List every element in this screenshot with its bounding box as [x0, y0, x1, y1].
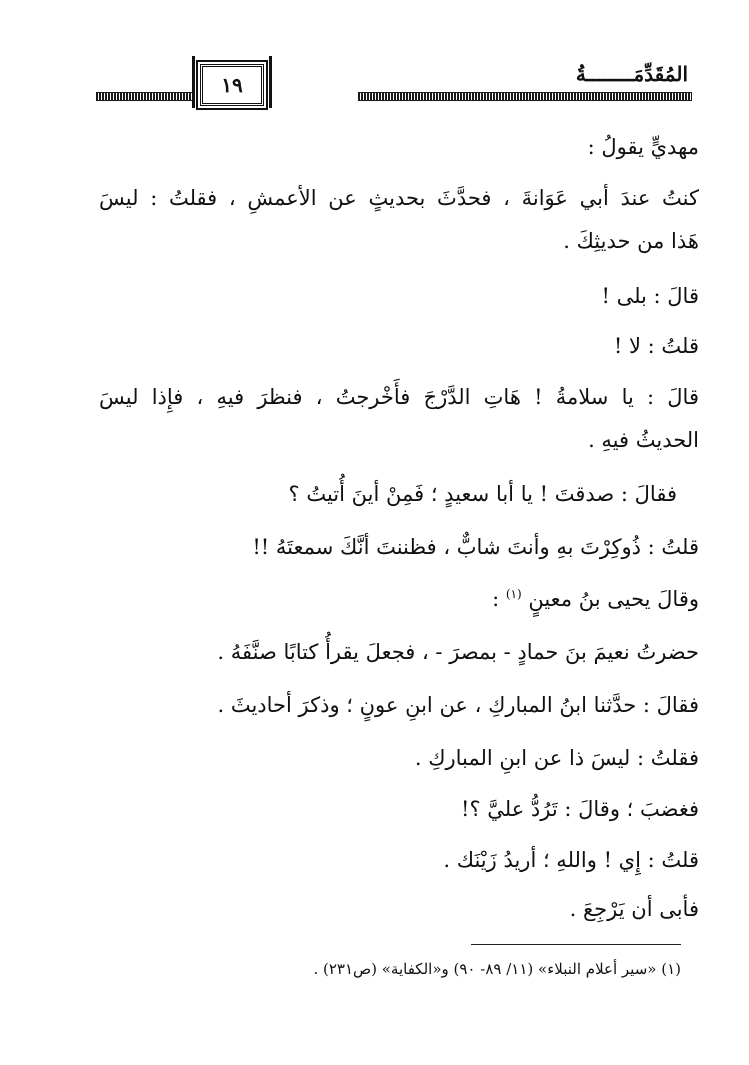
page-number: ١٩ — [200, 64, 264, 106]
text-line: فقلتُ : ليسَ ذا عن ابنِ المباركِ . — [414, 746, 699, 770]
text-line: مهديٍّ يقولُ : — [587, 135, 699, 159]
text-line: حضرتُ نعيمَ بنَ حمادٍ - بمصرَ - ، فجعلَ يقرأُ كتابًا صنَّفَهُ . — [217, 640, 699, 664]
text-line: فقالَ : حدَّثنا ابنُ المباركِ ، عن ابنِ عونٍ ؛ وذكرَ أحاديثَ . — [217, 693, 699, 717]
text-line: قالَ : يا سلامةُ ! هَاتِ الدَّرْجَ فأَخْرجتُ ، فنظرَ فيهِ ، فإِذا ليسَ — [99, 385, 699, 409]
text-line: فغضبَ ؛ وقالَ : تَرُدُّ عليَّ ؟! — [461, 797, 699, 821]
header-rule-right — [358, 92, 692, 101]
text-line: قالَ : بلى ! — [601, 284, 699, 308]
text-line: فقالَ : صدقتَ ! يا أبا سعيدٍ ؛ فَمِنْ أينَ أُتيتُ ؟ — [288, 482, 677, 506]
colon: : — [492, 587, 500, 611]
text-line: قلتُ : لا ! — [613, 334, 699, 358]
text-line: قلتُ : ذُوكِرْتَ بهِ وأنتَ شابٌّ ، فظننتَ أنَّكَ سمعتَهُ !! — [252, 535, 699, 559]
chapter-title: المُقَدِّمَــــــــةُ — [575, 62, 688, 86]
footnote-separator — [471, 944, 681, 945]
header-rule-left — [96, 92, 192, 101]
text-line: قلتُ : إِي ! واللهِ ؛ أريدُ زَيْنَك . — [443, 848, 699, 872]
text-line: فأبى أن يَرْجِعَ . — [569, 897, 699, 921]
text-line-with-footnote-ref — [99, 587, 699, 612]
footnote-ref: (١) — [505, 587, 522, 601]
text-line: كنتُ عندَ أبي عَوَانةَ ، فحدَّثَ بحديثٍ عن الأعمشِ ، فقلتُ : ليسَ — [99, 186, 699, 210]
text-line: هَذا من حديثِكَ . — [563, 229, 699, 253]
footnote: (١) «سير أعلام النبلاء» (١١/ ٨٩- ٩٠) و«الكفاية» (ص٢٣١) . — [313, 960, 681, 978]
text-line: الحديثُ فيهِ . — [588, 428, 699, 452]
page-header — [96, 62, 692, 104]
text-line: وقالَ يحيى بنُ معينٍ — [528, 587, 699, 611]
